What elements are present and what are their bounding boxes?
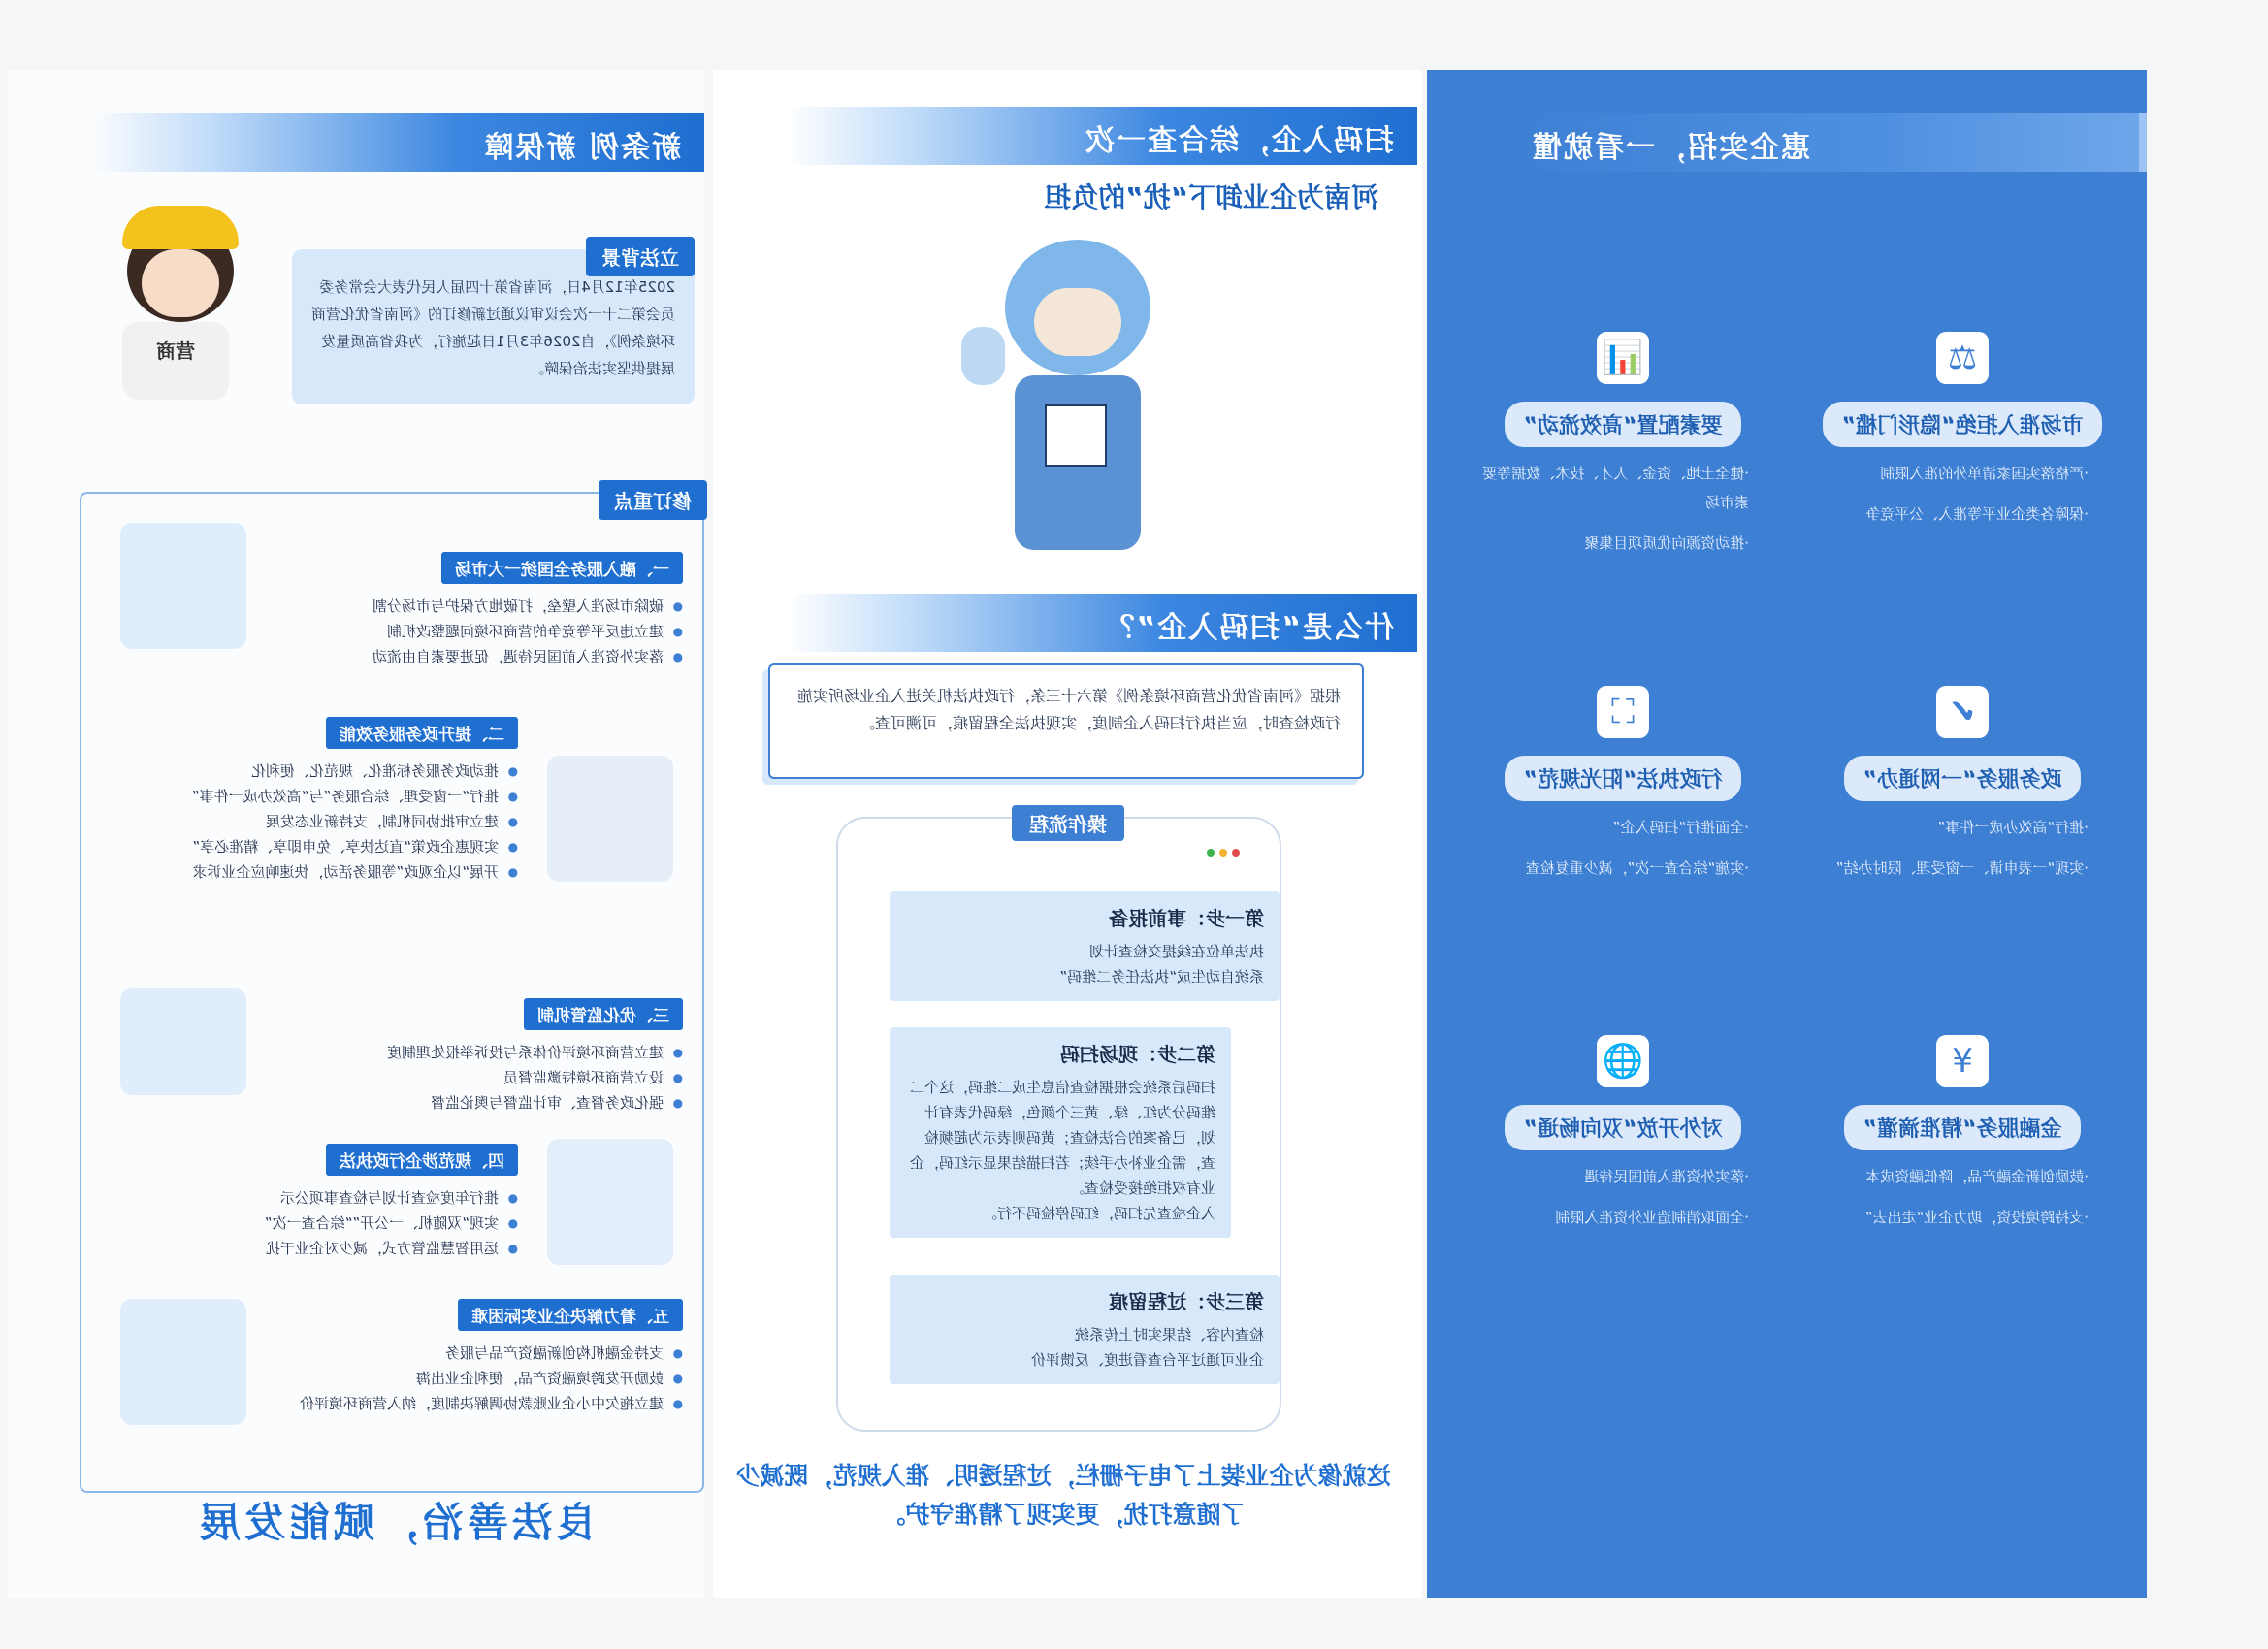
scales-icon: ⚖ [1936,332,1989,384]
what-is-title: 什么是“扫码入企”？ [1103,611,1394,645]
mascot-badge: 营商 [122,322,229,400]
section-title: 二、提升政务服务效能 [326,717,518,749]
section-item: ● 建立拖欠中小企业账款协调解决制度，纳入营商环境评价 [256,1391,664,1416]
tile-title: 市场准入拒绝“隐形门槛” [1823,402,2103,447]
tile-line: ·全面取消制造业外资准入限制 [1555,1209,1749,1226]
scan-icon: ⛶ [1597,686,1649,738]
finance-coins-illustration [120,1299,246,1425]
step-line: 执法单位在线提交检查计划 [1088,943,1264,960]
calendar-check-icon: ✔ [1936,686,1989,738]
section-item: ● 强化政务督查、审计监督与舆论监督 [266,1090,664,1116]
section-item: ● 实现“双随机、一公开”“综合查一次” [101,1211,499,1236]
service-counter-illustration [547,756,673,882]
section-item: ● 建立审批协同机制，支持新业态发展 [101,809,499,834]
tile-line: ·保障各类企业平等准入、公平竞争 [1865,505,2089,523]
tile-line: ·全面推行“扫码入企” [1612,819,1749,836]
tile-line: ·严格落实国家清单外的准入限制 [1880,465,2089,482]
bottom-title: 良法善治，赋能发展 [195,1499,598,1546]
tile-title: 要素配置“高效流动” [1505,402,1742,447]
tile-gov-service [1817,686,2108,883]
step-line: 入企检查先扫码，红码停检码不行。 [982,1205,1215,1222]
section-item: ● 建立违反平等竞争的营商环境问题整改机制 [266,619,664,644]
section-title: 三、优化监管机制 [524,998,683,1030]
step-title: 第二步：现场扫码 [1060,1043,1215,1066]
section-item: ● 推行“一窗受理、综合服务”与“高效办成一件事” [101,784,499,809]
section-item: ● 运用智慧监管方式，减少对企业干扰 [101,1236,499,1261]
regulation-header-title: 新条例 新保障 [482,131,681,165]
scan-header [787,107,1417,165]
step-line: 系统自动生成“执法任务二维码” [1059,968,1264,986]
section-4 [101,1144,518,1261]
city-buildings-illustration [547,1139,673,1265]
regulation-header [93,113,704,172]
section-item: ● 支持金融机构创新融资产品与服务 [256,1341,664,1366]
revision-focus-box [80,492,704,1493]
left-panel-title: 惠企实招，一看就懂 [1531,131,1810,165]
section-2 [101,717,518,885]
qr-code-icon [1045,404,1107,467]
tile-line: ·实施“综合查一次”，减少重复检查 [1525,859,1749,877]
globe-lock-icon: 🌐 [1597,1035,1649,1087]
tile-title: 政务服务“一网通办” [1844,756,2082,801]
tile-line: ·实现“一表申请、一窗受理、限时办结” [1835,859,2089,877]
tile-line: ·落实外资准入前国民待遇 [1584,1168,1749,1185]
window-dots [1207,842,1240,860]
focus-tag: 修订重点 [599,480,707,520]
flow-label: 操作流程 [1012,805,1124,841]
section-item: ● 鼓励开发跨境融资产品，便利企业出海 [256,1366,664,1391]
horse-mascot-illustration [956,230,1189,579]
section-item: ● 推动政务服务标准化、规范化、便利化 [101,759,499,784]
tile-title: 行政执法“阳光规范” [1505,756,1742,801]
section-item: ● 开展“以企观政”等服务活动，快速响应企业诉求 [101,859,499,885]
tile-line: ·推动资源向优质项目集聚 [1584,534,1749,552]
step-2 [890,1027,1231,1238]
step-1 [890,891,1280,1001]
scan-subtitle: 河南为企业卸下“扰”的负担 [1044,181,1378,213]
tile-line: ·支持跨境投资，助力企业“走出去” [1864,1209,2089,1226]
tile-line: ·健全土地、资金、人才、技术、数据等要素市场 [1482,465,1749,511]
section-title: 五、着力解决企业实际困难 [458,1299,683,1331]
what-is-header [787,594,1417,652]
step-line: 扫码后系统会根据检查信息生成二维码，这个二维码分为红、绿、黄三个颜色，绿码代表有计划，已备案的合法检查；黄码则表示为超频检查，需企业补办手续；若扫描结果显示红码，企业有权拒绝接受检查。 [909,1079,1215,1197]
tile-line: ·推行“高效办成一件事” [1937,819,2089,836]
tile-opening-up [1477,1035,1768,1232]
step-title: 第三步：过程留痕 [1109,1290,1264,1313]
section-item: ● 设立营商环境特邀监督员 [266,1065,664,1090]
tile-title: 金融服务“精准滴灌” [1844,1105,2082,1150]
tile-market-access [1817,332,2108,529]
tile-title: 对外开放“双向畅通” [1505,1105,1742,1150]
tile-factor-allocation [1477,332,1768,558]
section-title: 一、融入服务全国统一大市场 [441,552,683,584]
step-title: 第一步：事前报备 [1109,907,1264,930]
background-text: 2025年12月4日，河南省第十四届人民代表大会常务委员会第二十一次会议审议通过新修订的《河南省优化营商环境条例》，自2026年3月1日起施行，为我省高质量发展提供坚实法治保障。 [310,278,675,377]
step-line: 企业可通过平台查看进度、反馈评价 [1030,1351,1264,1369]
justice-scales-illustration [120,988,246,1095]
section-3 [266,998,683,1116]
definition-text: 根据《河南省优化营商环境条例》第六十三条，行政执法机关进入企业场所实施行政检查时，应当执行扫码入企制度，实现执法全程留痕，可溯可查。 [796,687,1341,732]
left-panel-header [1504,113,2147,172]
background-tag: 立法背景 [586,237,695,276]
right-panel [8,70,704,1598]
documents-illustration [120,523,246,649]
definition-box [768,663,1364,779]
scan-header-title: 扫码入企，综合查一次 [1084,124,1394,158]
middle-panel [713,70,1422,1598]
tile-line: ·鼓励创新金融产品，降低融资成本 [1865,1168,2089,1185]
tile-finance [1817,1035,2108,1232]
money-bag-icon: ¥ [1936,1035,1989,1087]
flow-card [836,813,1281,1432]
left-panel [1427,70,2147,1598]
section-1 [266,552,683,669]
section-item: ● 建立营商环境评价体系与投诉举报处理制度 [266,1040,664,1065]
section-5 [256,1299,683,1416]
section-title: 四、规范涉企行政执法 [326,1144,518,1176]
presentation-icon: 📊 [1597,332,1649,384]
step-line: 检查内容、结果实时上传系统 [1074,1326,1264,1343]
section-item: ● 实现惠企政策“直达快享、免申即享、精准必享” [101,834,499,859]
section-item: ● 推行年度检查计划与检查事项公示 [101,1185,499,1211]
step-3 [890,1275,1280,1384]
section-item: ● 落实外资准入前国民待遇，促进要素自由流动 [266,644,664,669]
girl-mascot-illustration [88,201,273,424]
tile-law-enforcement [1477,686,1768,883]
closing-statement: 这就像为企业装上了电子栅栏，过程透明、准入规范，既减少了随意打扰，更实现了精准守护。 [735,1462,1391,1529]
section-item: ● 破除市场准入壁垒，打破地方保护与市场分割 [266,594,664,619]
